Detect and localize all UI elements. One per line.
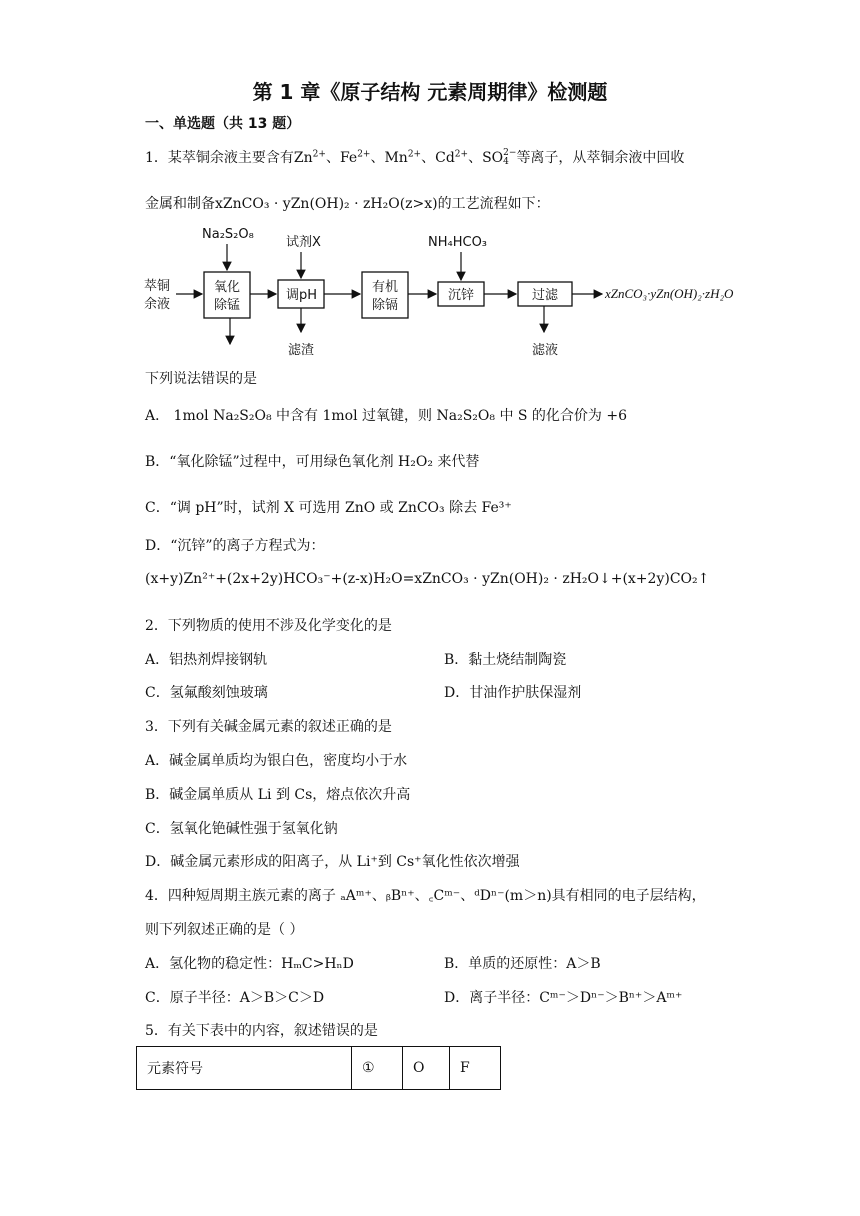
flow-output-filtrate: 滤液 bbox=[532, 343, 559, 358]
q1-option-c: C．“调 pH”时，试剂 X 可选用 ZnO 或 ZnCO₃ 除去 Fe³⁺ bbox=[145, 500, 512, 516]
svg-text:沉锌: 沉锌 bbox=[448, 288, 475, 303]
flow-input-line1: 萃铜 bbox=[144, 279, 171, 294]
flow-input-line2: 余液 bbox=[144, 297, 171, 312]
page-title: 第 1 章《原子结构 元素周期律》检测题 bbox=[252, 80, 608, 104]
q2-option-b: B．黏土烧结制陶瓷 bbox=[444, 652, 567, 668]
q3-option-b: B．碱金属单质从 Li 到 Cs，熔点依次升高 bbox=[145, 787, 411, 803]
q1-target-formula: xZnCO₃ · yZn(OH)₂ · zH₂O(z>x) bbox=[215, 196, 438, 212]
q1-line2: 金属和制备xZnCO₃ · yZn(OH)₂ · zH₂O(z>x)的工艺流程如下： bbox=[145, 196, 550, 212]
svg-text:氧化: 氧化 bbox=[214, 280, 241, 295]
q1-line1: 1．某萃铜余液主要含有$Zn^{2+}$、$Fe^{2+}$、$Mn^{2+}$、$Cd^{2+}$、SO 2− 4 等离子，从萃铜余液中回收 bbox=[145, 148, 685, 167]
process-flow-diagram bbox=[140, 218, 760, 360]
q2-option-c: C．氢氟酸刻蚀玻璃 bbox=[145, 685, 268, 701]
q3-option-a: A．碱金属单质均为银白色，密度均小于水 bbox=[145, 753, 408, 769]
svg-text:有机: 有机 bbox=[372, 280, 399, 295]
svg-text:调pH: 调pH bbox=[286, 288, 318, 303]
q1-option-a: A． 1mol Na₂S₂O₈ 中含有 1mol 过氧键，则 Na₂S₂O₈ 中 S 的化合价为 +6 bbox=[145, 408, 628, 424]
q4-option-c: C．原子半径：A＞B＞C＞D bbox=[145, 990, 325, 1006]
svg-text:过滤: 过滤 bbox=[532, 288, 559, 303]
ion-zn: $Zn^{2+}$ bbox=[293, 149, 326, 166]
flow-output-residue: 滤渣 bbox=[288, 343, 315, 358]
q3-option-d: D．碱金属元素形成的阳离子，从 Li⁺到 Cs⁺氧化性依次增强 bbox=[145, 854, 520, 870]
ion-cd: $Cd^{2+}$ bbox=[435, 149, 469, 166]
ion-fe: $Fe^{2+}$ bbox=[339, 149, 371, 166]
flow-reagent-x: 试剂X bbox=[286, 235, 321, 250]
flow-reagent-nh4hco3: NH₄HCO₃ bbox=[428, 235, 488, 250]
q1-option-b: B．“氧化除锰”过程中，可用绿色氧化剂 H₂O₂ 来代替 bbox=[145, 454, 480, 470]
table-cell: O bbox=[403, 1047, 450, 1090]
q1-equation: (x+y)Zn²⁺+(2x+2y)HCO₃⁻+(z-x)H₂O=xZnCO₃ · yZn(OH)₂ · zH₂O↓+(x+2y)CO₂↑ bbox=[145, 571, 710, 587]
q2-option-d: D．甘油作护肤保湿剂 bbox=[444, 685, 582, 701]
svg-text:除锰: 除锰 bbox=[214, 298, 241, 313]
svg-text:除镉: 除镉 bbox=[372, 298, 399, 313]
q4-stem-line1: 4．四种短周期主族元素的离子 ₐAᵐ⁺、ᵦBⁿ⁺、꜀Cᵐ⁻、ᵈDⁿ⁻(m＞n)具有相同的电子层结构， bbox=[145, 888, 706, 904]
table-cell: ① bbox=[352, 1047, 403, 1090]
q3-option-c: C．氢氧化铯碱性强于氢氧化钠 bbox=[145, 821, 338, 837]
q4-option-b: B．单质的还原性：A＞B bbox=[444, 956, 601, 972]
q3-stem: 3．下列有关碱金属元素的叙述正确的是 bbox=[145, 719, 392, 735]
q5-stem: 5．有关下表中的内容，叙述错误的是 bbox=[145, 1023, 378, 1039]
flow-product: xZnCO₃·yZn(OH)₂·zH₂O bbox=[605, 286, 734, 301]
q5-table bbox=[136, 1046, 501, 1090]
q1-line1-pre: 1．某萃铜余液主要含有 bbox=[145, 150, 294, 166]
flow-reagent-na2s2o8: Na₂S₂O₈ bbox=[202, 227, 254, 242]
section-heading: 一、单选题（共 13 题） bbox=[145, 116, 301, 132]
q1-stem: 下列说法错误的是 bbox=[145, 371, 257, 387]
table-cell: F bbox=[450, 1047, 501, 1090]
ion-so4: SO 2− 4 bbox=[482, 148, 517, 167]
q2-stem: 2．下列物质的使用不涉及化学变化的是 bbox=[145, 618, 392, 634]
q4-option-a: A．氢化物的稳定性：HₘC>HₙD bbox=[145, 956, 354, 972]
q4-stem-line2: 则下列叙述正确的是（ ） bbox=[145, 922, 304, 938]
table-cell: 元素符号 bbox=[137, 1047, 352, 1090]
q1-option-d: D．“沉锌”的离子方程式为： bbox=[145, 538, 325, 554]
q4-option-d: D．离子半径：Cᵐ⁻＞Dⁿ⁻＞Bⁿ⁺＞Aᵐ⁺ bbox=[444, 990, 683, 1006]
q1-line1-post: 等离子，从萃铜余液中回收 bbox=[516, 150, 685, 166]
q2-option-a: A．铝热剂焊接钢轨 bbox=[145, 652, 268, 668]
ion-mn: $Mn^{2+}$ bbox=[384, 149, 422, 166]
table-row bbox=[137, 1047, 501, 1090]
